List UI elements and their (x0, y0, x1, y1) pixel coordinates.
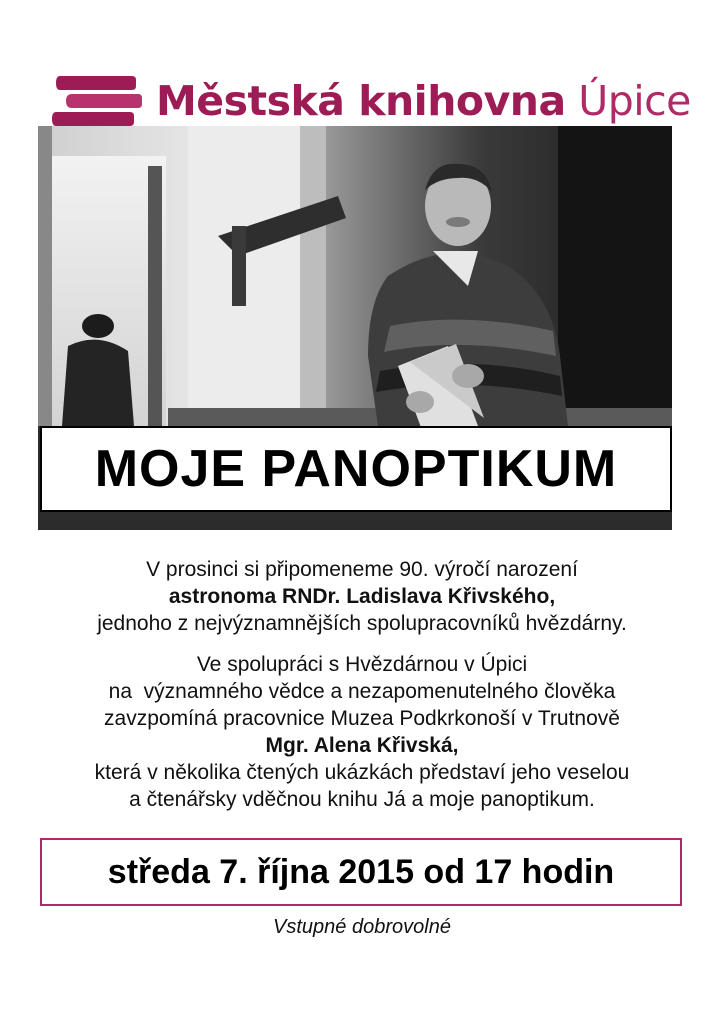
details-line-2: na významného vědce a nezapomenutelného člověka (108, 680, 616, 703)
library-name (156, 76, 691, 126)
details-line-1: Ve spolupráci s Hvězdárnou v Úpici (196, 653, 528, 676)
intro-line-1: V prosinci si připomeneme 90. výročí narození (146, 558, 578, 581)
intro-line-3: jednoho z nejvýznamnějších spolupracovníků hvězdárny. (97, 612, 627, 635)
intro-line-2: astronoma RNDr. Ladislava Křivského, (168, 585, 556, 608)
details-paragraph (0, 651, 724, 813)
event-date-box (40, 838, 682, 906)
details-line-3: zavzpomíná pracovnice Muzea Podkrkonoší v Trutnově (104, 707, 620, 730)
details-line-4: Mgr. Alena Křivská, (265, 734, 459, 757)
event-date: středa 7. října 2015 od 17 hodin (107, 852, 615, 891)
details-line-6: a čtenářsky vděčnou knihu Já a moje panoptikum. (129, 788, 595, 811)
event-title: MOJE PANOPTIKUM (94, 440, 618, 498)
library-name-bold: Městská knihovna (156, 77, 566, 125)
entry-note: Vstupné dobrovolné (273, 916, 451, 938)
event-title-box (40, 426, 672, 512)
intro-paragraph (0, 556, 724, 637)
details-line-5: která v několika čtených ukázkách představí jeho veselou (94, 761, 630, 784)
library-name-town: Úpice (578, 77, 691, 125)
